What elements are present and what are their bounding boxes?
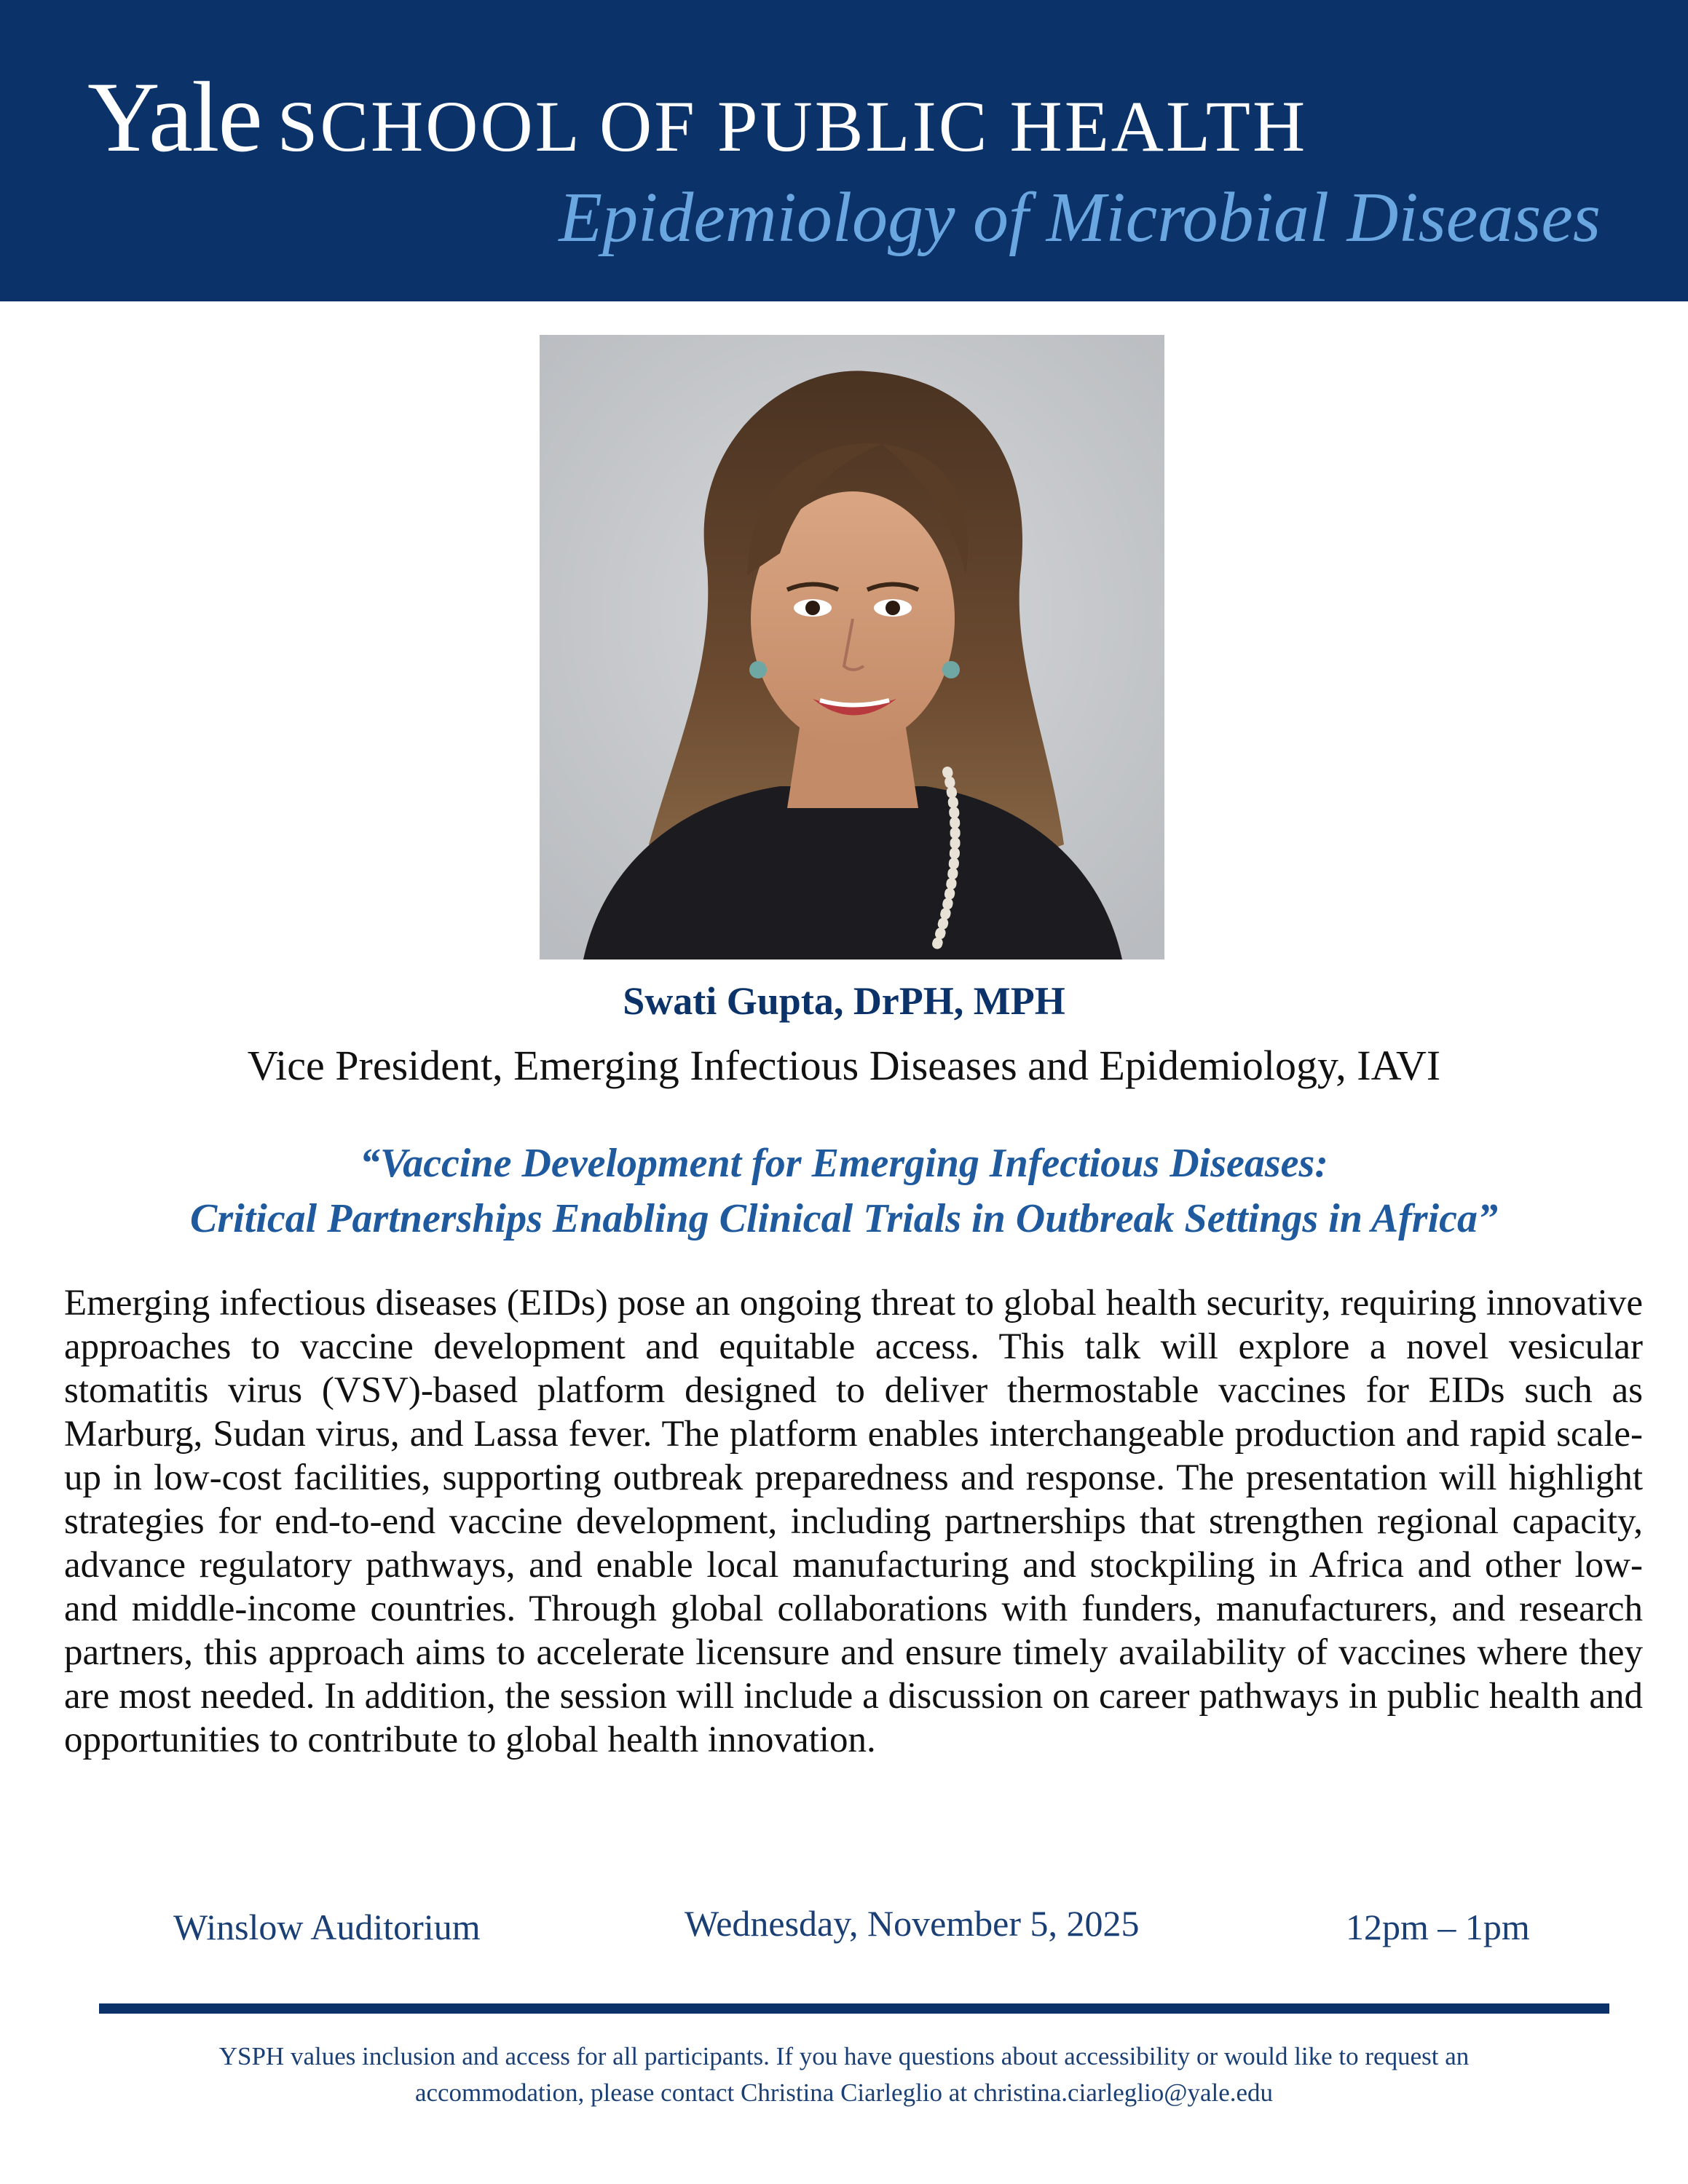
talk-title — [0, 1136, 1688, 1246]
speaker-photo — [540, 335, 1164, 960]
portrait-illustration — [540, 335, 1164, 960]
school-logo-text — [87, 61, 1617, 173]
accessibility-notice-line-2: accommodation, please contact Christina Ciarleglio at christina.ciarleglio@yale.edu — [414, 2078, 1274, 2107]
talk-abstract: Emerging infectious diseases (EIDs) pose an ongoing threat to global health security, requiring innovative approaches to vaccine development and equitable access. This talk will explore a novel vesicular stomatitis virus (VSV)-based platform designed to deliver thermostable vaccines for EIDs such as Marburg, Sudan virus, and Lassa fever. The platform enables interchangeable production and rapid scale-up in low-cost facilities, supporting outbreak preparedness and response. The presentation will highlight strategies for end-to-end vaccine development, including partnerships that strengthen regional capacity, advance regulatory pathways, and enable local manufacturing and stockpiling in Africa and other low- and middle-income countries. Through global collaborations with funders, manufacturers, and research partners, this approach aims to accelerate licensure and ensure timely availability of vaccines where they are most needed. In addition, the session will include a discussion on career pathways in public health and opportunities to contribute to global health innovation. — [64, 1283, 1643, 1760]
brand-yale: Yale — [87, 61, 261, 173]
event-venue: Winslow Auditorium — [173, 1907, 481, 1947]
talk-title-line-2: Critical Partnerships Enabling Clinical Trials in Outbreak Settings in Africa” — [190, 1196, 1498, 1241]
footer-divider — [99, 2003, 1609, 2014]
department-name: Epidemiology of Microbial Diseases — [559, 178, 1601, 257]
accessibility-notice — [87, 2038, 1601, 2111]
event-date: Wednesday, November 5, 2025 — [685, 1903, 1140, 1944]
speaker-role: Vice President, Emerging Infectious Diseases and Epidemiology, IAVI — [247, 1042, 1441, 1089]
speaker-name: Swati Gupta, DrPH, MPH — [623, 979, 1065, 1023]
accessibility-notice-line-1: YSPH values inclusion and access for all participants. If you have questions about accessibility or would like to request an — [218, 2042, 1470, 2070]
header-banner — [0, 0, 1688, 301]
event-time: 12pm – 1pm — [1346, 1907, 1530, 1947]
brand-school: SCHOOL OF PUBLIC HEALTH — [277, 86, 1308, 167]
talk-title-line-1: “Vaccine Development for Emerging Infectious Diseases: — [360, 1141, 1328, 1186]
